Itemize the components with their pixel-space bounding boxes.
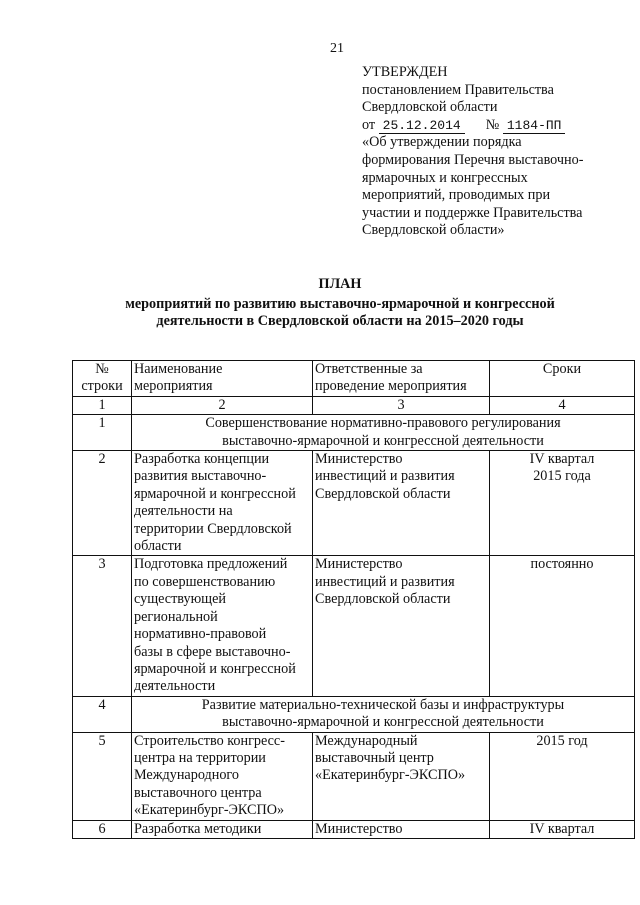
document-title <box>60 276 620 330</box>
term: постоянно <box>490 556 635 696</box>
purpose-line: ярмарочных и конгрессных <box>362 169 528 186</box>
table-header-row <box>73 361 635 397</box>
header-cell: Наименование мероприятия <box>132 361 313 397</box>
responsible: Министерство инвестиций и развития Свердловской области <box>313 451 490 556</box>
responsible: Международный выставочный центр «Екатеринбург-ЭКСПО» <box>313 732 490 820</box>
term: IV квартал <box>490 820 635 838</box>
approval-line-2: Свердловской области <box>362 99 498 116</box>
title-line-2: мероприятий по развитию выставочно-ярмарочной и конгрессной <box>125 296 555 312</box>
term: 2015 год <box>490 732 635 820</box>
number-prefix: № <box>485 116 500 133</box>
page-number: 21 <box>330 41 344 56</box>
responsible: Министерство <box>313 820 490 838</box>
column-number: 1 <box>73 396 132 414</box>
row-number: 3 <box>73 556 132 696</box>
title-line-3: деятельности в Свердловской области на 2015–2020 годы <box>156 313 524 329</box>
purpose-line: «Об утверждении порядка <box>362 134 522 151</box>
column-number: 2 <box>132 396 313 414</box>
row-number: 2 <box>73 451 132 556</box>
header-cell: № строки <box>73 361 132 397</box>
section-row <box>73 415 635 451</box>
column-number: 3 <box>313 396 490 414</box>
row-number: 5 <box>73 732 132 820</box>
responsible: Министерство инвестиций и развития Свердловской области <box>313 556 490 696</box>
row-number: 1 <box>73 415 132 451</box>
header-cell: Ответственные за проведение мероприятия <box>313 361 490 397</box>
approval-date-line <box>362 117 632 135</box>
activity-name: Разработка методики <box>132 820 313 838</box>
purpose-line: формирования Перечня выставочно- <box>362 151 584 168</box>
approval-block <box>362 64 632 240</box>
row-number: 6 <box>73 820 132 838</box>
purpose-line: участии и поддержке Правительства <box>362 204 583 221</box>
column-number: 4 <box>490 396 635 414</box>
section-row <box>73 696 635 732</box>
header-cell: Сроки <box>490 361 635 397</box>
approval-date: 25.12.2014 <box>379 118 465 134</box>
approval-heading: УТВЕРЖДЕН <box>362 64 448 80</box>
date-prefix: от <box>362 116 376 133</box>
approval-line-1: постановлением Правительства <box>362 81 554 98</box>
row-number: 4 <box>73 696 132 732</box>
table-row <box>73 451 635 556</box>
purpose-line: Свердловской области» <box>362 222 505 239</box>
term: IV квартал 2015 года <box>490 451 635 556</box>
table-row <box>73 820 635 838</box>
table-row <box>73 556 635 696</box>
title-main: ПЛАН <box>318 276 362 292</box>
purpose-line: мероприятий, проводимых при <box>362 187 551 204</box>
activity-name: Подготовка предложений по совершенствованию существующей региональной нормативно-правовой базы в сфере выставочно- ярмарочной и конгрессной деятельности <box>132 556 313 696</box>
column-number-row <box>73 396 635 414</box>
section-title: Развитие материально-технической базы и инфраструктуры выставочно-ярмарочной и конгрессной деятельности <box>132 696 635 732</box>
section-title: Совершенствование нормативно-правового регулирования выставочно-ярмарочной и конгрессной деятельности <box>132 415 635 451</box>
activity-name: Строительство конгресс- центра на территории Международного выставочного центра «Екатеринбург-ЭКСПО» <box>132 732 313 820</box>
approval-number: 1184-ПП <box>503 118 566 134</box>
activity-name: Разработка концепции развития выставочно- ярмарочной и конгрессной деятельности на территории Свердловской области <box>132 451 313 556</box>
plan-table <box>72 360 635 839</box>
table-row <box>73 732 635 820</box>
